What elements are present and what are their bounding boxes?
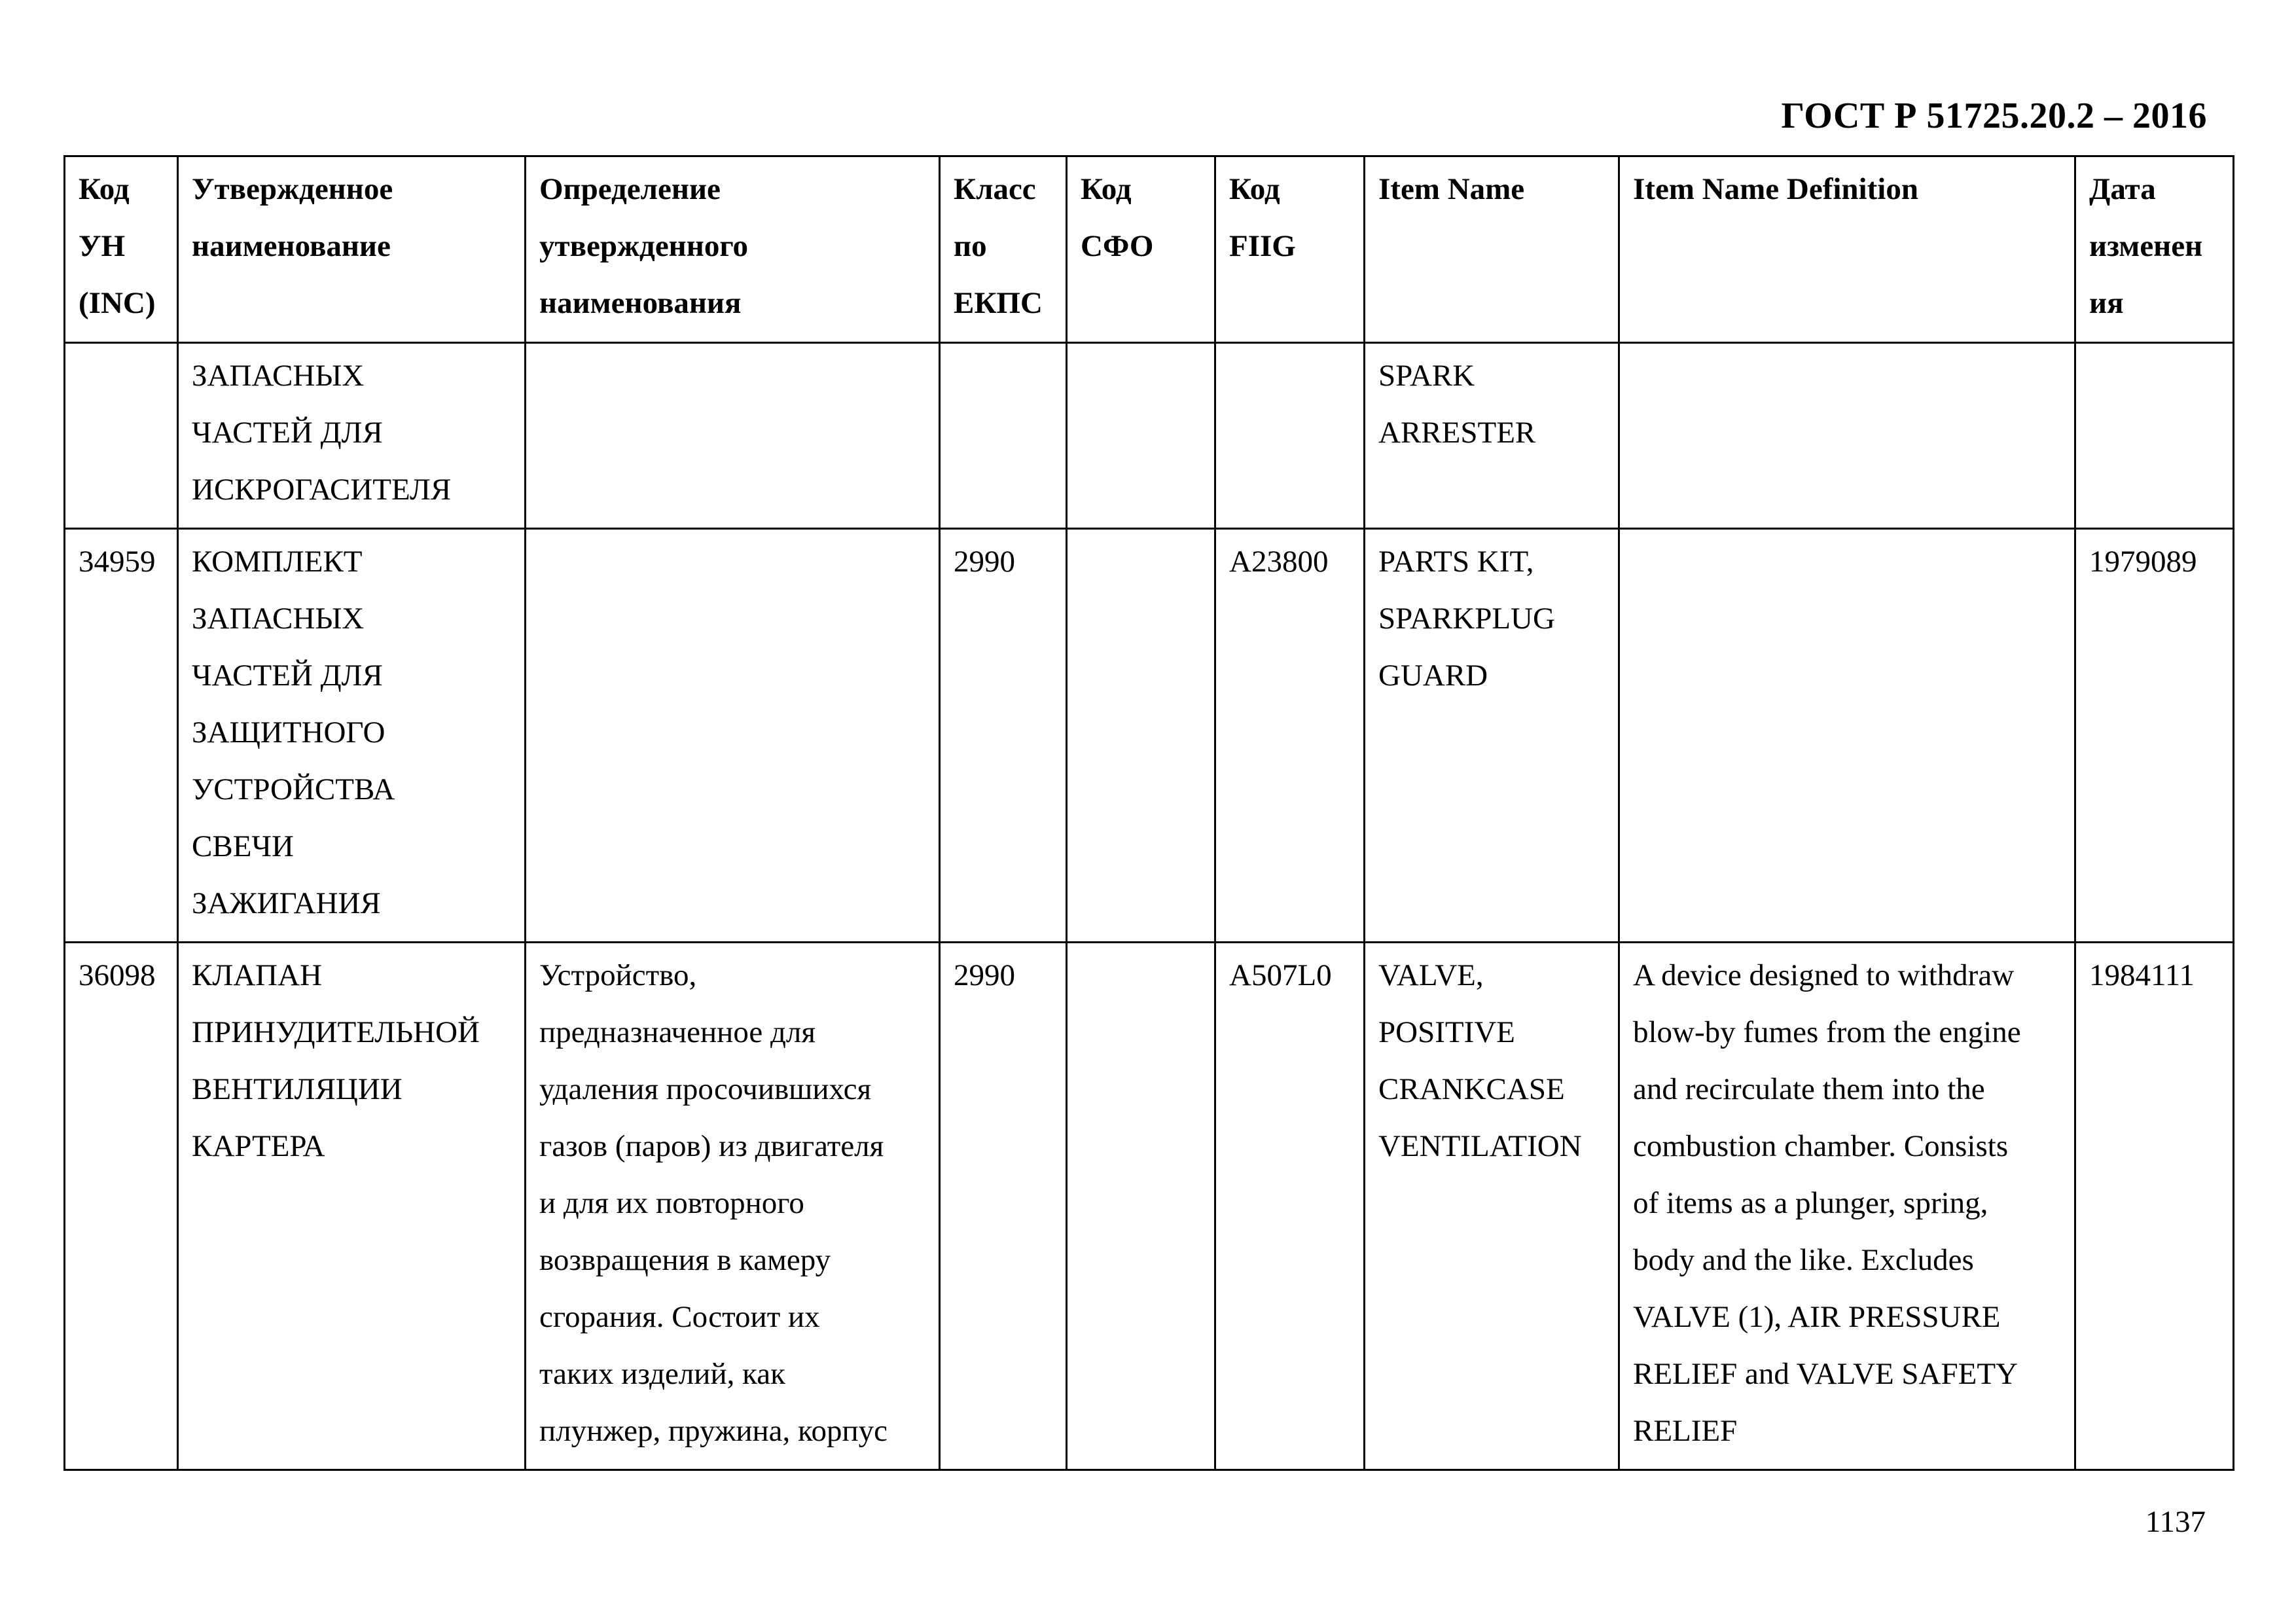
column-header-ekps-class: Класс по ЕКПС — [940, 156, 1067, 343]
cell-fiig-code: A23800 — [1215, 529, 1365, 943]
cell-approved-name: ЗАПАСНЫХ ЧАСТЕЙ ДЛЯ ИСКРОГАСИТЕЛЯ — [178, 343, 526, 529]
cell-sfo-code — [1067, 943, 1215, 1470]
cell-approved-name: КОМПЛЕКТ ЗАПАСНЫХ ЧАСТЕЙ ДЛЯ ЗАЩИТНОГО УСТРОЙСТВА СВЕЧИ ЗАЖИГАНИЯ — [178, 529, 526, 943]
cell-ekps-class — [940, 343, 1067, 529]
cell-inc: 34959 — [65, 529, 178, 943]
cell-inc: 36098 — [65, 943, 178, 1470]
column-header-approved-name: Утвержденное наименование — [178, 156, 526, 343]
cell-item-name-definition: A device designed to withdraw blow-by fumes from the engine and recirculate them into the combustion chamber. Consists of items as a plunger, spring, body and the like. Excludes VALVE (1), AIR PRESSURE RELIEF and VALVE SAFETY RELIEF — [1619, 943, 2075, 1470]
cell-change-date: 1984111 — [2075, 943, 2234, 1470]
cell-item-name-definition — [1619, 343, 2075, 529]
table-row — [65, 343, 2234, 529]
cell-item-name: PARTS KIT, SPARKPLUG GUARD — [1365, 529, 1619, 943]
catalog-table — [63, 155, 2234, 1471]
table-row — [65, 943, 2234, 1470]
cell-item-name: VALVE, POSITIVE CRANKCASE VENTILATION — [1365, 943, 1619, 1470]
cell-change-date: 1979089 — [2075, 529, 2234, 943]
cell-name-definition — [526, 529, 940, 943]
column-header-item-name-definition: Item Name Definition — [1619, 156, 2075, 343]
column-header-sfo-code: Код СФО — [1067, 156, 1215, 343]
cell-sfo-code — [1067, 529, 1215, 943]
cell-fiig-code — [1215, 343, 1365, 529]
table-row — [65, 529, 2234, 943]
cell-ekps-class: 2990 — [940, 943, 1067, 1470]
cell-fiig-code: A507L0 — [1215, 943, 1365, 1470]
cell-change-date — [2075, 343, 2234, 529]
column-header-fiig-code: Код FIIG — [1215, 156, 1365, 343]
cell-item-name: SPARK ARRESTER — [1365, 343, 1619, 529]
column-header-name-definition: Определение утвержденного наименования — [526, 156, 940, 343]
cell-ekps-class: 2990 — [940, 529, 1067, 943]
cell-approved-name: КЛАПАН ПРИНУДИТЕЛЬНОЙ ВЕНТИЛЯЦИИ КАРТЕРА — [178, 943, 526, 1470]
cell-inc — [65, 343, 178, 529]
document-standard-header: ГОСТ Р 51725.20.2 – 2016 — [1781, 96, 2207, 136]
cell-item-name-definition — [1619, 529, 2075, 943]
cell-sfo-code — [1067, 343, 1215, 529]
cell-name-definition — [526, 343, 940, 529]
cell-name-definition: Устройство, предназначенное для удаления просочившихся газов (паров) из двигателя и для их повторного возвращения в камеру сгорания. Состоит их таких изделий, как плунжер, пружина, корпус — [526, 943, 940, 1470]
page-number: 1137 — [2145, 1505, 2206, 1539]
table-header-row — [65, 156, 2234, 343]
column-header-item-name: Item Name — [1365, 156, 1619, 343]
column-header-inc: Код УН (INC) — [65, 156, 178, 343]
column-header-change-date: Дата изменен ия — [2075, 156, 2234, 343]
